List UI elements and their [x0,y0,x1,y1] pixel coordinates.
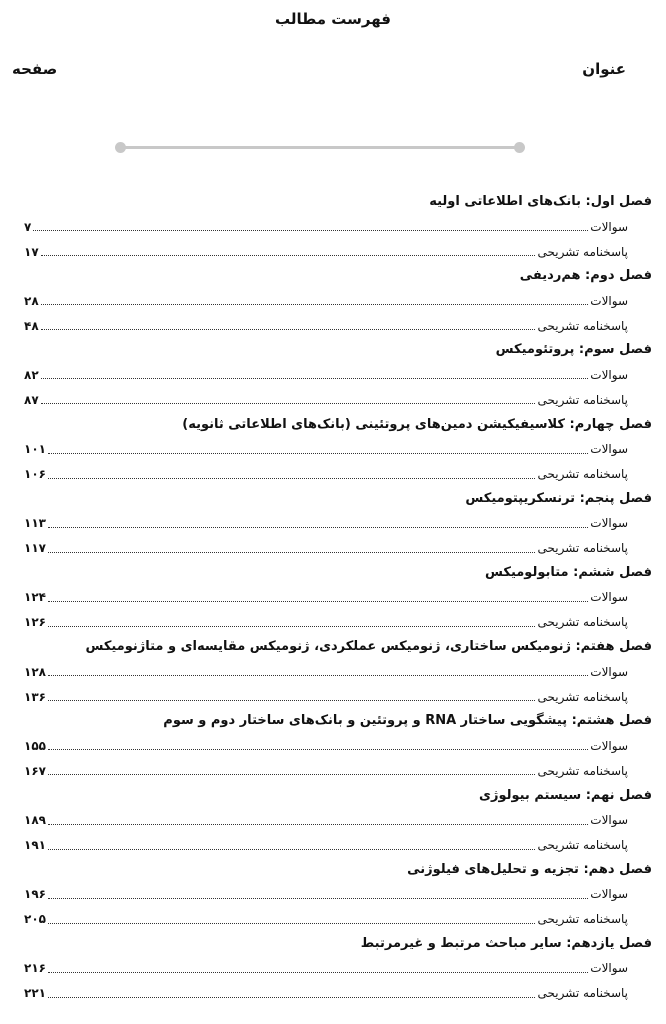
toc-entry[interactable] [24,511,652,536]
entry-label: پاسخنامه تشریحی [537,467,628,482]
dot-leader [41,304,589,305]
entry-label: پاسخنامه تشریحی [537,244,628,259]
chapter-title[interactable]: فصل ششم: متابولومیکس [485,564,652,580]
entry-page-number: ۱۰۶ [24,467,46,482]
toc-chapter [24,932,652,1006]
dot-leader [41,329,536,330]
dot-leader [41,378,589,379]
chapter-title[interactable]: فصل اول: بانک‌های اطلاعاتی اولیه [429,194,652,209]
toc-entry[interactable] [24,313,652,338]
toc-entry[interactable] [24,288,652,313]
entry-page-number: ۱۰۱ [24,442,46,457]
toc-entry[interactable] [24,239,652,264]
entry-page-number: ۸۷ [24,392,39,407]
entry-label: پاسخنامه تشریحی [537,318,628,333]
chapter-title[interactable]: فصل هفتم: ژنومیکس ساختاری، ژنومیکس عملکردی، ژنومیکس مقایسه‌ای و متاژنومیکس [85,639,652,655]
dot-leader [41,255,536,256]
toc-chapter [24,338,652,412]
dot-leader [48,749,588,750]
entry-page-number: ۱۹۱ [24,838,46,852]
dot-leader [48,675,588,676]
chapter-title[interactable]: فصل هشتم: پیشگویی ساختار RNA و پروتئین و بانک‌های ساختار دوم و سوم [163,713,652,729]
entry-page-number: ۱۳۶ [24,689,46,704]
dot-leader [41,403,536,404]
toc-entry[interactable] [24,758,652,783]
dot-leader [48,552,536,553]
dot-leader [48,898,588,899]
chapter-title[interactable]: فصل چهارم: کلاسیفیکیشن دمین‌های پروتئینی (بانک‌های اطلاعاتی ثانویه) [182,416,652,432]
toc-chapter [24,264,652,338]
toc-entry[interactable] [24,585,652,610]
chapter-title[interactable]: فصل پنجم: ترنسکریپتومیکس [465,490,652,506]
toc-entry[interactable] [24,387,652,412]
entry-page-number: ۷ [24,219,32,234]
entry-page-number: ۴۸ [24,318,39,333]
toc-chapter [24,784,652,858]
toc-chapter [24,413,652,487]
toc-entry[interactable] [24,610,652,635]
entry-label: سوالات [590,442,628,457]
entry-label: پاسخنامه تشریحی [537,912,628,927]
table-of-contents [24,190,652,1006]
dot-leader [48,626,536,627]
entry-label: پاسخنامه تشریحی [537,689,628,704]
toc-entry[interactable] [24,437,652,462]
chapter-title[interactable]: فصل نهم: سیستم بیولوژی [479,787,652,803]
dot-leader [48,972,588,973]
entry-page-number: ۲۸ [24,293,39,308]
toc-chapter [24,561,652,635]
toc-entry[interactable] [24,907,652,932]
toc-entry[interactable] [24,733,652,758]
entry-page-number: ۲۰۵ [24,912,46,927]
toc-entry[interactable] [24,833,652,858]
chapter-title[interactable]: فصل یازدهم: سایر مباحث مرتبط و غیرمرتبط [360,935,652,951]
toc-entry[interactable] [24,882,652,907]
entry-page-number: ۱۱۳ [24,516,46,531]
dot-leader [48,849,536,850]
toc-entry[interactable] [24,956,652,981]
toc-chapter [24,635,652,709]
entry-label: پاسخنامه تشریحی [537,986,628,1001]
toc-entry[interactable] [24,362,652,387]
toc-entry[interactable] [24,536,652,561]
chapter-title[interactable]: فصل دوم: هم‌ردیفی [519,268,652,284]
entry-page-number: ۸۲ [24,367,39,382]
toc-entry[interactable] [24,684,652,709]
entry-page-number: ۱۱۷ [24,541,46,556]
dot-leader [48,453,588,454]
entry-label: پاسخنامه تشریحی [537,392,628,407]
chapter-title[interactable]: فصل دهم: تجزیه و تحلیل‌های فیلوژنی [407,861,652,877]
entry-page-number: ۱۷ [24,244,39,259]
entry-page-number: ۱۵۵ [24,738,46,753]
decorative-divider [120,146,520,149]
toc-entry[interactable] [24,981,652,1006]
title-column-header: عنوان [582,60,626,78]
toc-chapter [24,709,652,783]
page-column-header: صفحه [12,60,58,78]
dot-leader [48,700,536,701]
entry-label: سوالات [590,738,628,753]
entry-label: پاسخنامه تشریحی [537,838,628,852]
entry-label: سوالات [590,664,628,679]
entry-page-number: ۱۲۸ [24,664,46,679]
toc-entry[interactable] [24,214,652,239]
toc-chapter [24,487,652,561]
toc-entry[interactable] [24,462,652,487]
entry-label: سوالات [590,887,628,902]
entry-page-number: ۱۲۶ [24,615,46,630]
entry-page-number: ۲۲۱ [24,986,46,1001]
chapter-title[interactable]: فصل سوم: پروتئومیکس [495,342,652,358]
dot-leader [48,923,536,924]
dot-leader [48,527,588,528]
entry-label: سوالات [590,590,628,605]
entry-label: سوالات [590,516,628,531]
dot-leader [48,997,536,998]
entry-label: سوالات [590,961,628,976]
toc-chapter [24,858,652,932]
entry-page-number: ۲۱۶ [24,961,46,976]
entry-label: سوالات [590,293,628,308]
dot-leader [48,601,588,602]
entry-page-number: ۱۸۹ [24,813,46,827]
page-title: فهرست مطالب [275,10,391,28]
entry-label: سوالات [590,367,628,382]
toc-entry[interactable] [24,659,652,684]
dot-leader [48,478,536,479]
entry-label: پاسخنامه تشریحی [537,763,628,778]
entry-label: سوالات [590,813,628,827]
dot-leader [33,230,588,231]
toc-chapter [24,190,652,264]
dot-leader [48,774,536,775]
dot-leader [48,824,588,825]
entry-label: پاسخنامه تشریحی [537,541,628,556]
toc-entry[interactable] [24,808,652,833]
entry-page-number: ۱۹۶ [24,887,46,902]
entry-label: سوالات [590,219,628,234]
entry-page-number: ۱۲۴ [24,590,46,605]
entry-label: پاسخنامه تشریحی [537,615,628,630]
entry-page-number: ۱۶۷ [24,763,46,778]
